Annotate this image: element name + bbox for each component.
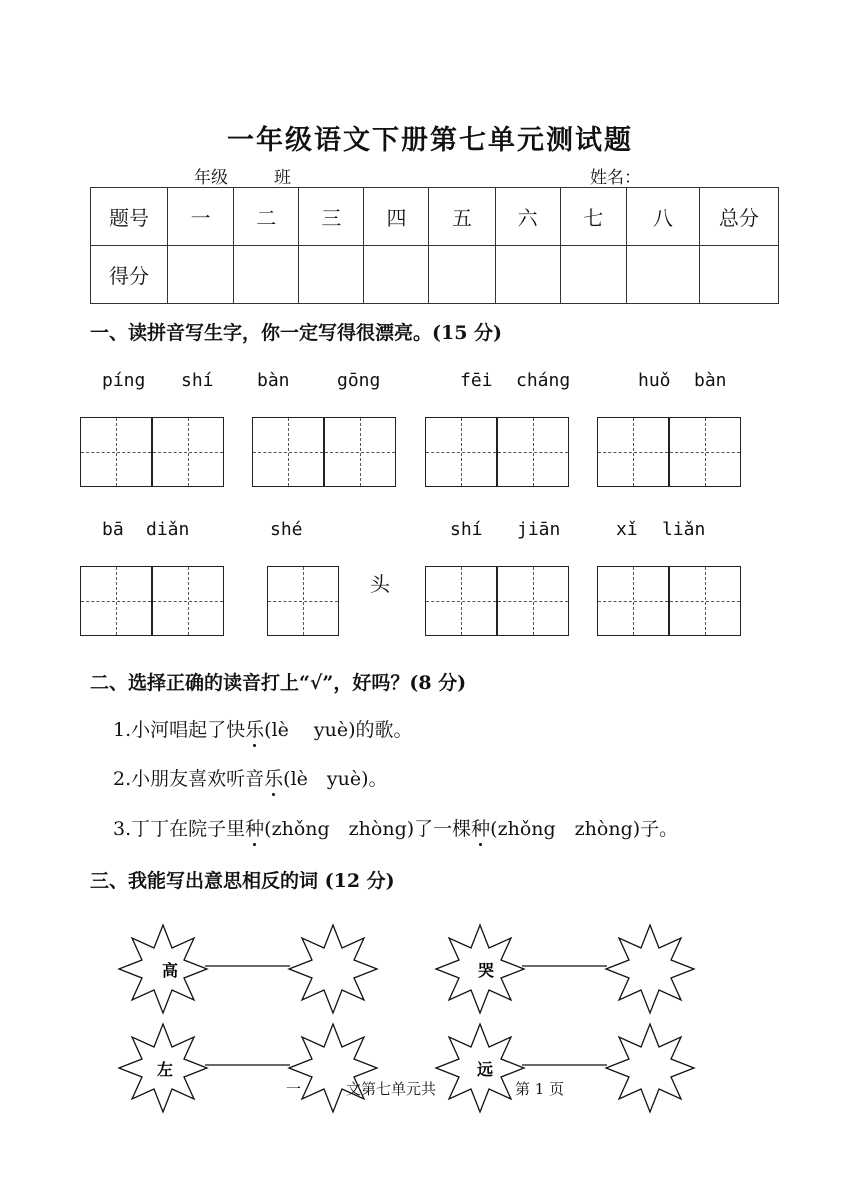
section-3-title: 三、我能写出意思相反的词 (12 分) xyxy=(90,870,395,892)
question-text: 2.小朋友喜欢听音 xyxy=(113,768,265,790)
dotted-character: 种 xyxy=(471,814,490,841)
pinyin-label: cháng xyxy=(516,370,571,391)
pinyin-label: gōng xyxy=(337,370,381,391)
score-cell[interactable] xyxy=(495,246,560,304)
column-header: 三 xyxy=(299,188,364,246)
name-label: 姓名： xyxy=(590,168,641,188)
question-options[interactable]: (lè yuè)。 xyxy=(283,768,388,790)
pinyin-label: xǐ xyxy=(616,519,638,540)
writing-grid[interactable] xyxy=(252,417,324,487)
pinyin-label: bàn xyxy=(694,370,727,391)
grade-blank[interactable] xyxy=(130,169,194,188)
writing-grid[interactable] xyxy=(425,417,497,487)
column-header-total: 总分 xyxy=(699,188,778,246)
score-table-header-row xyxy=(91,188,779,246)
column-header: 四 xyxy=(364,188,429,246)
writing-grid[interactable] xyxy=(597,566,669,636)
grade-class-line xyxy=(130,163,291,188)
question-options[interactable]: (zhǒng zhòng)了一棵 xyxy=(264,818,472,840)
pinyin-label: píng xyxy=(102,370,146,391)
pinyin-label: diǎn xyxy=(146,519,190,540)
writing-grid[interactable] xyxy=(597,417,669,487)
question-1 xyxy=(113,715,413,742)
writing-grid[interactable] xyxy=(669,566,741,636)
writing-grid[interactable] xyxy=(497,417,569,487)
column-header: 七 xyxy=(560,188,626,246)
dotted-character: 乐 xyxy=(245,715,264,742)
star-word: 高 xyxy=(161,961,179,980)
pinyin-label: bàn xyxy=(257,370,290,391)
column-header: 一 xyxy=(168,188,234,246)
writing-grid[interactable] xyxy=(324,417,396,487)
column-header: 八 xyxy=(626,188,699,246)
question-3 xyxy=(113,814,678,841)
star-word: 左 xyxy=(156,1060,174,1079)
pinyin-label: jiān xyxy=(517,519,561,540)
row-header-score: 得分 xyxy=(91,246,168,304)
score-cell-total[interactable] xyxy=(699,246,778,304)
grade-label: 年级 xyxy=(194,168,228,188)
section-2-title: 二、选择正确的读音打上“√”，好吗？(8 分) xyxy=(90,672,467,694)
star-word: 远 xyxy=(476,1060,494,1079)
pinyin-label: fēi xyxy=(460,370,493,391)
footer-left: 一 xyxy=(286,1080,302,1098)
writing-grid[interactable] xyxy=(152,566,224,636)
question-text: 1.小河唱起了快 xyxy=(113,719,246,741)
question-2 xyxy=(113,764,388,791)
pinyin-label: shí xyxy=(450,519,483,540)
class-label: 班 xyxy=(274,168,291,188)
pinyin-label: shé xyxy=(270,519,303,540)
pinyin-label: liǎn xyxy=(662,519,706,540)
star-word: 哭 xyxy=(477,961,495,980)
footer-page-number: 第 1 页 xyxy=(515,1080,565,1098)
pinyin-label: bā xyxy=(102,519,124,540)
writing-grid[interactable] xyxy=(80,417,152,487)
score-cell[interactable] xyxy=(560,246,626,304)
score-cell[interactable] xyxy=(168,246,234,304)
question-text: 3.丁丁在院子里 xyxy=(113,818,246,840)
column-header: 二 xyxy=(234,188,299,246)
dotted-character: 乐 xyxy=(264,764,283,791)
score-cell[interactable] xyxy=(234,246,299,304)
writing-grid[interactable] xyxy=(669,417,741,487)
writing-grid[interactable] xyxy=(425,566,497,636)
name-line xyxy=(590,163,745,188)
writing-grid[interactable] xyxy=(152,417,224,487)
given-character: 头 xyxy=(370,572,390,596)
score-cell[interactable] xyxy=(364,246,429,304)
question-options[interactable]: (lè yuè)的歌。 xyxy=(264,719,413,741)
answer-star[interactable] xyxy=(606,1024,694,1112)
column-header: 五 xyxy=(429,188,495,246)
score-table-score-row xyxy=(91,246,779,304)
column-header: 六 xyxy=(495,188,560,246)
dotted-character: 种 xyxy=(245,814,264,841)
class-blank[interactable] xyxy=(228,169,274,188)
writing-grid[interactable] xyxy=(80,566,152,636)
answer-star[interactable] xyxy=(606,925,694,1013)
pinyin-label: shí xyxy=(181,370,214,391)
writing-grid[interactable] xyxy=(497,566,569,636)
footer-middle: 文第七单元共 xyxy=(346,1080,437,1098)
answer-star[interactable] xyxy=(289,925,377,1013)
row-header-number: 题号 xyxy=(91,188,168,246)
writing-grid[interactable] xyxy=(267,566,339,636)
score-cell[interactable] xyxy=(626,246,699,304)
pinyin-label: huǒ xyxy=(638,370,671,391)
score-table xyxy=(90,187,779,304)
page-title: 一年级语文下册第七单元测试题 xyxy=(227,125,633,156)
score-cell[interactable] xyxy=(429,246,495,304)
score-cell[interactable] xyxy=(299,246,364,304)
name-blank[interactable] xyxy=(641,169,745,188)
question-options[interactable]: (zhǒng zhòng)子。 xyxy=(490,818,679,840)
section-1-title: 一、读拼音写生字，你一定写得很漂亮。(15 分) xyxy=(90,322,503,344)
